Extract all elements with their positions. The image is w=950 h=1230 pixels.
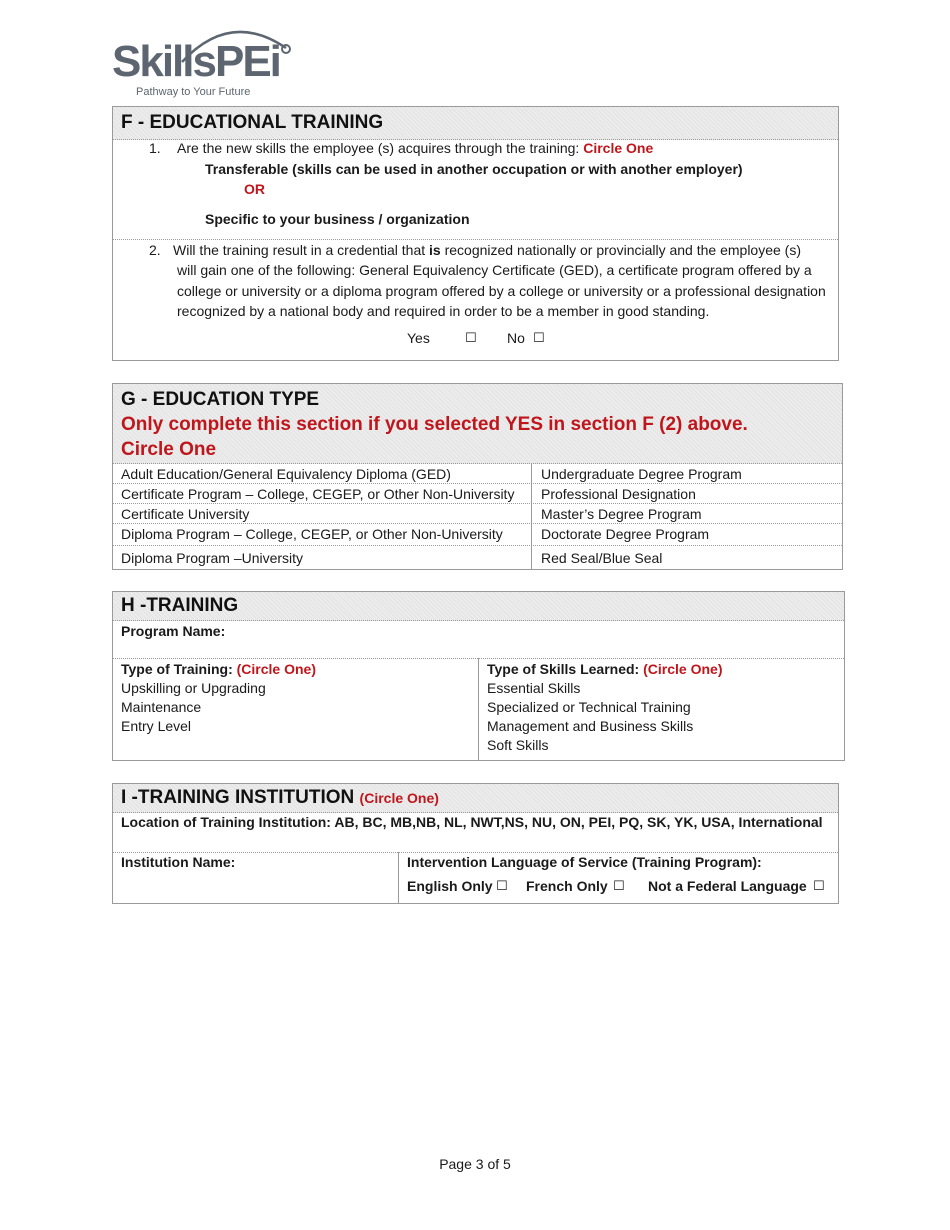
education-option[interactable]: Professional Designation (541, 486, 696, 502)
yes-checkbox[interactable]: ☐ (465, 331, 477, 346)
french-only-label: French Only (526, 878, 608, 894)
section-i-title: I -TRAINING INSTITUTION (121, 787, 355, 808)
education-option[interactable]: Red Seal/Blue Seal (541, 550, 663, 566)
skillspei-logo (110, 18, 300, 100)
q2-number: 2. (149, 242, 161, 258)
section-g (112, 383, 843, 570)
no-label: No (507, 330, 525, 346)
training-option[interactable]: Upskilling or Upgrading (121, 680, 266, 696)
skills-option[interactable]: Essential Skills (487, 680, 581, 696)
training-option[interactable]: Maintenance (121, 699, 202, 715)
q1-circle-one: Circle One (583, 140, 654, 156)
q1-option-transferable[interactable]: Transferable (skills can be used in another occupation or with another employer) (205, 161, 743, 177)
page-number: Page 3 of 5 (439, 1156, 511, 1172)
q2-line1: Will the training result in a credential that is recognized nationally or provincially and the employee (s) (173, 242, 802, 258)
english-only-checkbox[interactable]: ☐ (496, 879, 508, 894)
education-option[interactable]: Diploma Program – College, CEGEP, or Other Non-University (121, 526, 503, 542)
education-row (113, 463, 842, 484)
program-name-label: Program Name: (121, 623, 226, 639)
yes-label: Yes (407, 330, 430, 346)
language-label: Intervention Language of Service (Training Program): (407, 854, 762, 870)
q2-line2: will gain one of the following: General Equivalency Certificate (GED), a certificate program offered by a (177, 262, 812, 278)
logo-tagline: Pathway to Your Future (136, 86, 251, 98)
skills-option[interactable]: Soft Skills (487, 737, 549, 753)
section-g-header (113, 384, 842, 464)
logo-wordmark: SkillsPEi (112, 37, 280, 86)
education-option[interactable]: Certificate Program – College, CEGEP, or Other Non-University (121, 486, 515, 502)
training-option[interactable]: Entry Level (121, 718, 192, 734)
section-i (112, 783, 839, 904)
location-line[interactable]: Location of Training Institution: AB, BC, MB,NB, NL, NWT,NS, NU, ON, PEI, PQ, SK, YK, USA, International (121, 814, 823, 830)
section-i-header (113, 784, 838, 813)
type-training-heading: Type of Training: (Circle One) (121, 661, 316, 677)
type-skills-heading: Type of Skills Learned: (Circle One) (487, 661, 723, 677)
education-row (113, 503, 842, 524)
q1-text: Are the new skills the employee (s) acquires through the training: Circle One (177, 140, 654, 156)
education-option[interactable]: Diploma Program –University (121, 550, 304, 566)
section-g-note: Only complete this section if you selected YES in section F (2) above. (121, 414, 748, 435)
education-row (113, 545, 842, 569)
no-checkbox[interactable]: ☐ (533, 331, 545, 346)
education-option[interactable]: Adult Education/General Equivalency Diploma (GED) (121, 466, 451, 482)
education-option[interactable]: Master’s Degree Program (541, 506, 702, 522)
section-g-title: G - EDUCATION TYPE (121, 389, 320, 410)
section-i-circle-one: (Circle One) (359, 790, 439, 806)
education-option[interactable]: Doctorate Degree Program (541, 526, 710, 542)
education-row (113, 523, 842, 546)
f-divider (113, 239, 838, 240)
skills-option[interactable]: Management and Business Skills (487, 718, 694, 734)
education-row (113, 483, 842, 504)
q1-option-specific[interactable]: Specific to your business / organization (205, 211, 470, 227)
not-federal-label: Not a Federal Language (648, 878, 807, 894)
french-only-checkbox[interactable]: ☐ (613, 879, 625, 894)
q2-line3: college or university or a diploma program offered by a college or university or a professional designation (177, 283, 826, 299)
english-only-label: English Only (407, 878, 493, 894)
institution-name-label: Institution Name: (121, 854, 236, 870)
skills-option[interactable]: Specialized or Technical Training (487, 699, 691, 715)
section-h-title: H -TRAINING (113, 592, 844, 621)
q2-line4: recognized by a national body and required in order to be a member in good standing. (177, 303, 710, 319)
section-f (112, 106, 839, 361)
not-federal-checkbox[interactable]: ☐ (813, 879, 825, 894)
q1-or: OR (244, 181, 265, 197)
section-f-title: F - EDUCATIONAL TRAINING (113, 107, 838, 140)
q1-number: 1. (149, 140, 161, 156)
education-option[interactable]: Undergraduate Degree Program (541, 466, 742, 482)
section-g-circle-one: Circle One (121, 439, 217, 460)
section-h (112, 591, 845, 761)
education-option[interactable]: Certificate University (121, 506, 250, 522)
